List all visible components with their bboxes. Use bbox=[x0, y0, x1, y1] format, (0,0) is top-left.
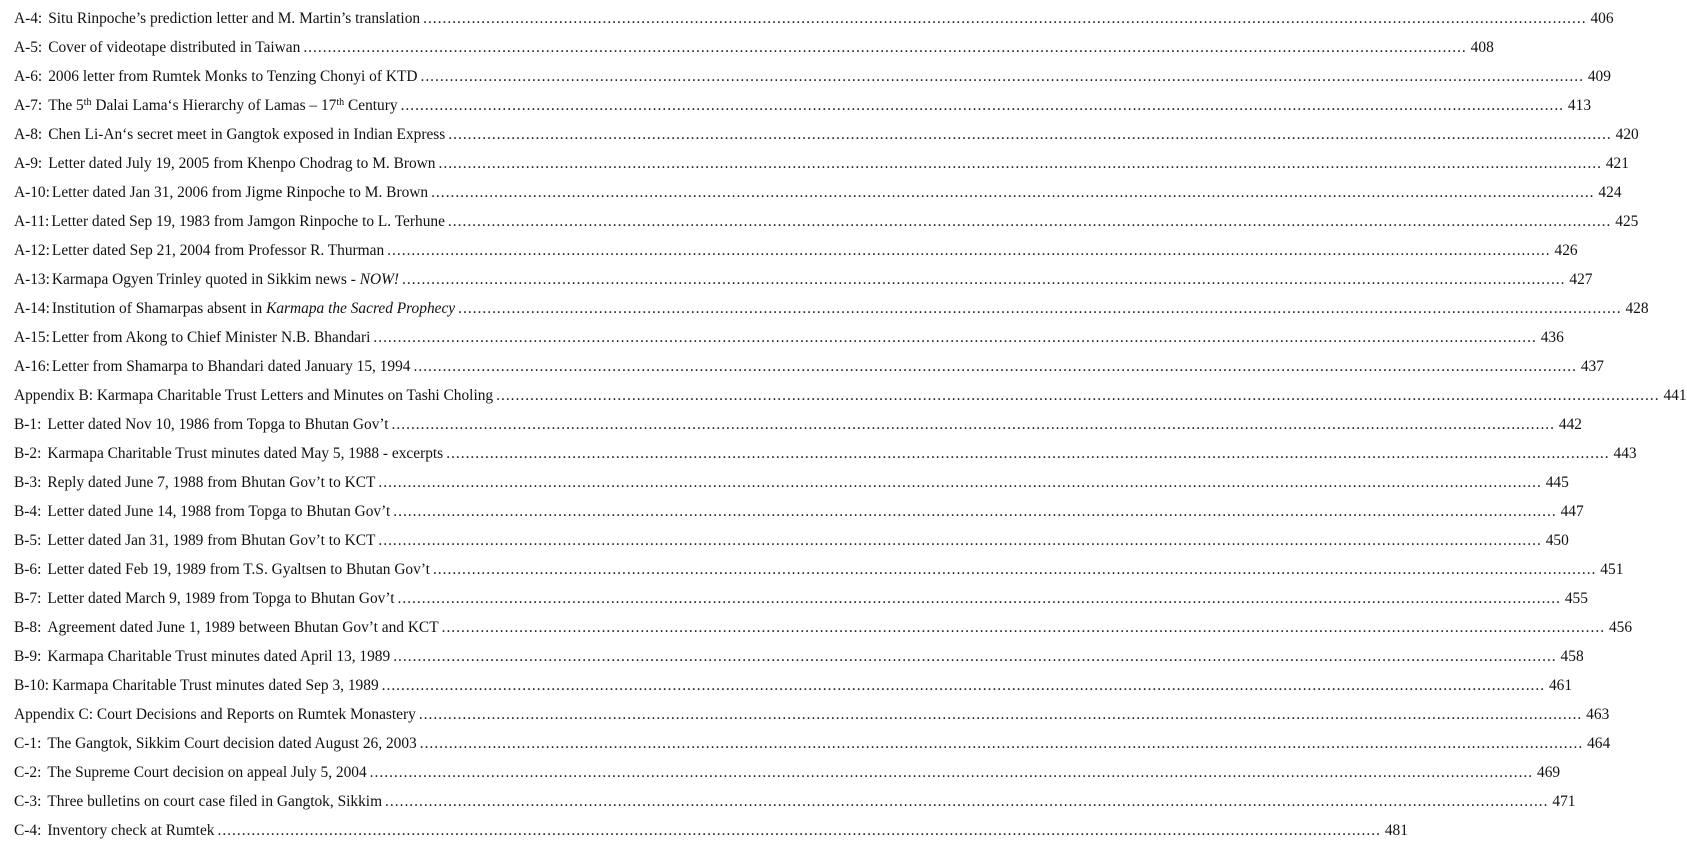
toc-entry-b8 bbox=[14, 613, 1633, 642]
entry-code: A-11: bbox=[14, 213, 50, 230]
page-number: 437 bbox=[1580, 358, 1604, 375]
entry-title-italic: NOW! bbox=[359, 271, 400, 288]
entry-title-part: Institution of Shamarpas absent in bbox=[51, 300, 267, 317]
entry-code: C-3: bbox=[14, 793, 42, 810]
toc-entry-b4 bbox=[14, 497, 1584, 526]
entry-title: The Supreme Court decision on appeal July 5, 2004 bbox=[47, 764, 367, 781]
dot-leader bbox=[393, 642, 1556, 671]
dot-leader bbox=[401, 91, 1564, 120]
toc-entry-b3 bbox=[14, 468, 1569, 497]
entry-title: Letter dated July 19, 2005 from Khenpo Chodrag to M. Brown bbox=[48, 155, 436, 172]
entry-code: A-6: bbox=[14, 68, 43, 85]
entry-code: C-2: bbox=[14, 764, 42, 781]
toc-entry-a14 bbox=[14, 294, 1649, 323]
dot-leader bbox=[496, 381, 1659, 410]
entry-title-part: Century bbox=[344, 97, 398, 114]
page-number: 428 bbox=[1625, 300, 1649, 317]
page-number: 455 bbox=[1564, 590, 1588, 607]
page-number: 421 bbox=[1605, 155, 1629, 172]
entry-code: B-10: bbox=[14, 677, 50, 694]
dot-leader bbox=[378, 468, 1541, 497]
dot-leader bbox=[446, 439, 1609, 468]
entry-title: Letter from Shamarpa to Bhandari dated January 15, 1994 bbox=[51, 358, 411, 375]
page-number: 406 bbox=[1590, 10, 1614, 27]
page-number: 427 bbox=[1569, 271, 1593, 288]
toc-entry-c1 bbox=[14, 729, 1611, 758]
page-number: 463 bbox=[1586, 706, 1610, 723]
toc-entry-b6 bbox=[14, 555, 1624, 584]
toc-entry-b2 bbox=[14, 439, 1637, 468]
page-number: 451 bbox=[1600, 561, 1624, 578]
page-number: 469 bbox=[1537, 764, 1561, 781]
page-number: 408 bbox=[1470, 39, 1494, 56]
entry-code: B-4: bbox=[14, 503, 42, 520]
page-number: 441 bbox=[1663, 387, 1687, 404]
entry-code: A-10: bbox=[14, 184, 50, 201]
toc-entry-a5 bbox=[14, 33, 1494, 62]
toc-entry-appendix-b bbox=[14, 381, 1687, 410]
dot-leader bbox=[387, 236, 1550, 265]
toc-entry-a12 bbox=[14, 236, 1578, 265]
dot-leader bbox=[448, 120, 1611, 149]
entry-code: A-14: bbox=[14, 300, 50, 317]
entry-title: Chen Li-An‘s secret meet in Gangtok exposed in Indian Express bbox=[48, 126, 446, 143]
entry-title: Letter dated Jan 31, 1989 from Bhutan Gov’t to KCT bbox=[47, 532, 376, 549]
entry-title: Letter dated June 14, 1988 from Topga to Bhutan Gov’t bbox=[47, 503, 391, 520]
page-number: 471 bbox=[1552, 793, 1576, 810]
toc-entry-b1 bbox=[14, 410, 1582, 439]
toc-entry-b9 bbox=[14, 642, 1584, 671]
page-number: 426 bbox=[1554, 242, 1578, 259]
dot-leader bbox=[382, 671, 1545, 700]
entry-title: The Gangtok, Sikkim Court decision dated August 26, 2003 bbox=[47, 735, 417, 752]
page-number: 456 bbox=[1608, 619, 1633, 636]
entry-code: B-3: bbox=[14, 474, 42, 491]
entry-title: Letter dated Nov 10, 1986 from Topga to Bhutan Gov’t bbox=[47, 416, 389, 433]
page-number: 447 bbox=[1560, 503, 1584, 520]
entry-code: B-9: bbox=[14, 648, 42, 665]
entry-code: B-2: bbox=[14, 445, 42, 462]
entry-title-part: Karmapa Ogyen Trinley quoted in Sikkim news - bbox=[51, 271, 360, 288]
entry-title bbox=[52, 265, 399, 294]
entry-code: C-4: bbox=[14, 822, 42, 839]
superscript: th bbox=[83, 97, 92, 108]
toc-entry-a6 bbox=[14, 62, 1611, 91]
entry-title: Letter dated Sep 19, 1983 from Jamgon Rinpoche to L. Terhune bbox=[51, 213, 445, 230]
entry-title: Inventory check at Rumtek bbox=[47, 822, 215, 839]
dot-leader bbox=[442, 613, 1605, 642]
dot-leader bbox=[402, 265, 1565, 294]
dot-leader bbox=[373, 323, 1536, 352]
dot-leader bbox=[423, 4, 1586, 33]
toc-entry-a7 bbox=[14, 91, 1592, 120]
entry-title: Letter dated Jan 31, 2006 from Jigme Rinpoche to M. Brown bbox=[51, 184, 429, 201]
toc-entry-c3 bbox=[14, 787, 1576, 816]
dot-leader bbox=[431, 178, 1594, 207]
entry-title: Appendix C: Court Decisions and Reports on Rumtek Monastery bbox=[14, 706, 416, 723]
page-number: 464 bbox=[1587, 735, 1611, 752]
superscript: th bbox=[336, 97, 345, 108]
entry-title: Letter from Akong to Chief Minister N.B. Bhandari bbox=[51, 329, 371, 346]
entry-title: Karmapa Charitable Trust minutes dated Sep 3, 1989 bbox=[52, 677, 379, 694]
entry-title: 2006 letter from Rumtek Monks to Tenzing Chonyi of KTD bbox=[48, 68, 418, 85]
entry-code: A-7: bbox=[14, 97, 43, 114]
page-number: 461 bbox=[1548, 677, 1573, 694]
toc-entry-b10 bbox=[14, 671, 1573, 700]
page-number: 445 bbox=[1545, 474, 1569, 491]
entry-code: B-1: bbox=[14, 416, 42, 433]
dot-leader bbox=[458, 294, 1621, 323]
toc-entry-a11 bbox=[14, 207, 1639, 236]
entry-title: Letter dated Feb 19, 1989 from T.S. Gyaltsen to Bhutan Gov’t bbox=[47, 561, 430, 578]
entry-title: Appendix B: Karmapa Charitable Trust Letters and Minutes on Tashi Choling bbox=[14, 387, 494, 404]
dot-leader bbox=[448, 207, 1611, 236]
entry-title bbox=[52, 294, 455, 323]
entry-code: C-1: bbox=[14, 735, 42, 752]
entry-title bbox=[48, 91, 397, 122]
page-number: 443 bbox=[1613, 445, 1637, 462]
table-of-contents bbox=[14, 4, 1687, 845]
page-number: 442 bbox=[1558, 416, 1582, 433]
entry-title: Agreement dated June 1, 1989 between Bhutan Gov’t and KCT bbox=[47, 619, 439, 636]
toc-entry-a15 bbox=[14, 323, 1564, 352]
toc-entry-c2 bbox=[14, 758, 1561, 787]
toc-entry-a4 bbox=[14, 4, 1614, 33]
dot-leader bbox=[392, 410, 1555, 439]
entry-code: A-13: bbox=[14, 271, 50, 288]
toc-entry-b5 bbox=[14, 526, 1569, 555]
toc-entry-a8 bbox=[14, 120, 1639, 149]
entry-code: A-9: bbox=[14, 155, 43, 172]
dot-leader bbox=[303, 33, 1466, 62]
entry-code: A-5: bbox=[14, 39, 43, 56]
entry-code: A-12: bbox=[14, 242, 50, 259]
page-number: 458 bbox=[1560, 648, 1584, 665]
entry-code: B-6: bbox=[14, 561, 42, 578]
entry-title: Situ Rinpoche’s prediction letter and M. Martin’s translation bbox=[48, 10, 421, 27]
entry-code: B-8: bbox=[14, 619, 42, 636]
entry-title-italic: Karmapa the Sacred Prophecy bbox=[266, 300, 456, 317]
page-number: 425 bbox=[1615, 213, 1639, 230]
entry-code: A-16: bbox=[14, 358, 50, 375]
toc-entry-c4 bbox=[14, 816, 1408, 845]
entry-title-part: Dalai Lama‘s Hierarchy of Lamas – 17 bbox=[91, 97, 337, 114]
dot-leader bbox=[419, 700, 1582, 729]
page-number: 413 bbox=[1567, 97, 1592, 114]
entry-code: A-8: bbox=[14, 126, 43, 143]
dot-leader bbox=[393, 497, 1556, 526]
dot-leader bbox=[439, 149, 1602, 178]
page-number: 424 bbox=[1598, 184, 1622, 201]
entry-code: B-7: bbox=[14, 590, 42, 607]
entry-code: A-15: bbox=[14, 329, 50, 346]
toc-entry-appendix-c bbox=[14, 700, 1610, 729]
dot-leader bbox=[378, 526, 1541, 555]
entry-title: Karmapa Charitable Trust minutes dated April 13, 1989 bbox=[47, 648, 391, 665]
entry-title: Letter dated March 9, 1989 from Topga to Bhutan Gov’t bbox=[47, 590, 395, 607]
page-number: 420 bbox=[1615, 126, 1639, 143]
toc-entry-a16 bbox=[14, 352, 1604, 381]
dot-leader bbox=[370, 758, 1533, 787]
page-number: 450 bbox=[1545, 532, 1569, 549]
toc-entry-b7 bbox=[14, 584, 1588, 613]
entry-title: Reply dated June 7, 1988 from Bhutan Gov’t to KCT bbox=[47, 474, 376, 491]
entry-title: Letter dated Sep 21, 2004 from Professor R. Thurman bbox=[51, 242, 385, 259]
toc-entry-a10 bbox=[14, 178, 1622, 207]
dot-leader bbox=[420, 62, 1583, 91]
toc-entry-a9 bbox=[14, 149, 1629, 178]
entry-code: B-5: bbox=[14, 532, 42, 549]
entry-title-part: The 5 bbox=[48, 97, 84, 114]
dot-leader bbox=[420, 729, 1583, 758]
toc-entry-a13 bbox=[14, 265, 1593, 294]
dot-leader bbox=[433, 555, 1596, 584]
entry-code: A-4: bbox=[14, 10, 43, 27]
page-number: 409 bbox=[1587, 68, 1611, 85]
dot-leader bbox=[398, 584, 1561, 613]
page-number: 436 bbox=[1540, 329, 1564, 346]
entry-title: Cover of videotape distributed in Taiwan bbox=[48, 39, 301, 56]
dot-leader bbox=[217, 816, 1380, 845]
dot-leader bbox=[414, 352, 1577, 381]
entry-title: Three bulletins on court case filed in Gangtok, Sikkim bbox=[47, 793, 383, 810]
page-number: 481 bbox=[1384, 822, 1408, 839]
entry-title: Karmapa Charitable Trust minutes dated May 5, 1988 - excerpts bbox=[47, 445, 444, 462]
dot-leader bbox=[385, 787, 1548, 816]
